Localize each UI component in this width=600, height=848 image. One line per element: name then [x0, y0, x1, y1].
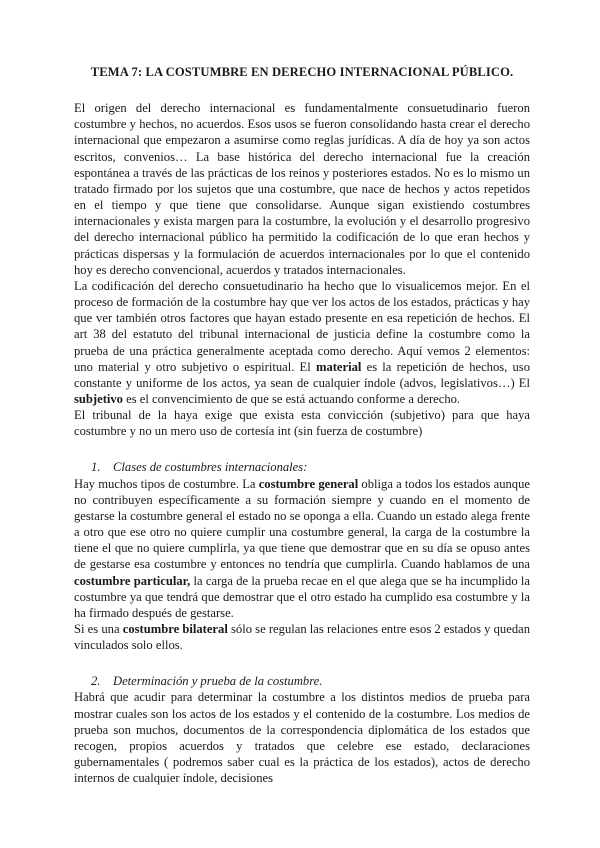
document-page: [74, 64, 530, 786]
section-2-number: 2.: [91, 674, 101, 689]
bold-term-subjetivo: subjetivo: [74, 391, 123, 406]
bold-term-costumbre-particular: costumbre particular,: [74, 573, 191, 588]
section-2-heading: [91, 673, 530, 689]
text-run: Hay muchos tipos de costumbre. La: [74, 476, 259, 491]
text-run: obliga a todos los estados aunque no contribuyen específicamente a su formación siempre y cuando en el momento de gestarse la costumbre general el estado no se oponga a ella. Cuando un estado alega frente a otro que ese otro no quiere cumplir una costumbre general, la carga de la costumbre la tiene el que no quiere cumplirla, ya que tiene que demostrar que en su día se opuso antes de gestarse esa costumbre y entonces no tendría que cumplirla. Cuando hablamos de una: [74, 476, 530, 572]
intro-paragraph-2: [74, 278, 530, 407]
section-1-heading: [91, 459, 530, 475]
section-1-paragraph-1: [74, 476, 530, 621]
intro-paragraph-3: El tribunal de la haya exige que exista esta convicción (subjetivo) para que haya costumbre y no un mero uso de cortesía int (sin fuerza de costumbre): [74, 408, 530, 439]
text-run: es la repetición de hechos, uso constante y uniforme de los actos, ya sean de cualquier índole (advos, legislativos…) El: [74, 359, 531, 390]
section-2-paragraph-1: Habrá que acudir para determinar la costumbre a los distintos medios de prueba para mostrar cuales son los actos de los estados y el contenido de la costumbre. Los medios de prueba son muchos, documentos de la correspondencia diplomática de los estados que recogen, propios acuerdos y tratados que celebre ese estado, declaraciones gubernamentales ( podremos saber cual es la práctica de los estados), actos de derecho internos de cualquier índole, decisiones: [74, 690, 530, 786]
document-title: TEMA 7: LA COSTUMBRE EN DERECHO INTERNACIONAL PÚBLICO.: [90, 65, 514, 79]
text-run: es el convencimiento de que se está actuando conforme a derecho.: [122, 391, 461, 406]
intro-paragraph-1: El origen del derecho internacional es fundamentalmente consuetudinario fueron costumbre y hechos, no acuerdos. Esos usos se fueron consolidando hasta crear el derecho internacional que empezaron a asumirse como reglas jurídicas. A día de hoy ya son actos escritos, convenios… La base histórica del derecho internacional fue la creación espontánea a través de las prácticas de los reinos y posteriores estados. No es lo mismo un tratado firmado por los sujetos que una costumbre, que nace de hechos y actos repetidos en el tiempo y que tiene que consolidarse. Aunque sigan existiendo costumbres internacionales y exista margen para la costumbre, la evolución y el desarrollo progresivo del derecho internacional público ha permitido la codificación de lo que eran hechos y prácticas dispersas y la formulación de acuerdos internacionales por lo que el contenido hoy es derecho convencional, acuerdos y tratados internacionales.: [74, 101, 530, 277]
text-run: la carga de la prueba recae en el que alega que se ha incumplido la costumbre ya que tendrá que demostrar que el otro estado ha cumplido esa costumbre y la ha firmado después de gestarse.: [74, 573, 530, 620]
section-2-heading-text: Determinación y prueba de la costumbre.: [113, 674, 323, 689]
bold-term-material: material: [315, 359, 362, 374]
section-1-number: 1.: [91, 460, 101, 475]
bold-term-costumbre-general: costumbre general: [258, 476, 359, 491]
text-run: sólo se regulan las relaciones entre esos 2 estados y quedan vinculados solo ellos.: [74, 622, 531, 653]
section-1-paragraph-2: [74, 621, 530, 653]
section-1-heading-text: Clases de costumbres internacionales:: [113, 460, 308, 475]
text-run: La codificación del derecho consuetudinario ha hecho que lo visualicemos mejor. En el proceso de formación de la costumbre hay que ver los actos de los estados, prácticas y hay que ver también otros factores que hayan estado presente en esa repetición de hechos. El art 38 del estatuto del tribunal internacional de justicia define la costumbre como la prueba de una práctica generalmente aceptada como derecho. Aquí vemos 2 elementos: uno material y otro subjetivo o espiritual. El: [74, 278, 530, 374]
text-run: Si es una: [74, 622, 123, 636]
bold-term-costumbre-bilateral: costumbre bilateral: [122, 622, 228, 636]
